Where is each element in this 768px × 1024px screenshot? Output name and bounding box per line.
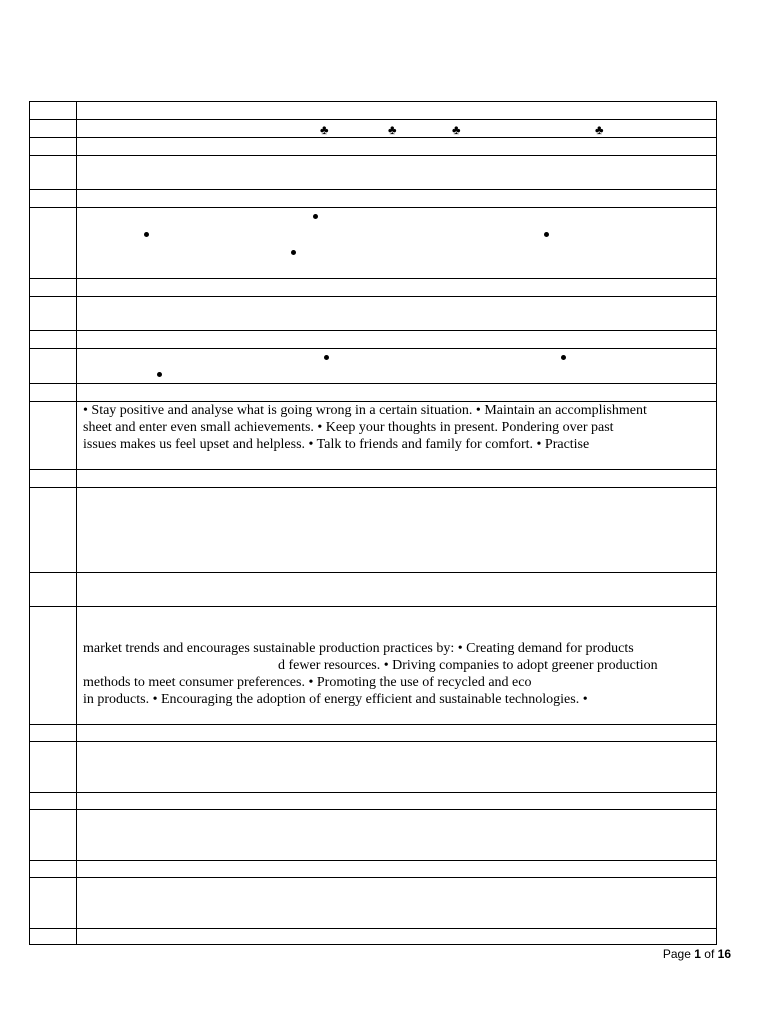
row-number-cell — [30, 878, 77, 929]
club-mark-icon: ♣ — [595, 122, 604, 137]
table-row — [30, 793, 717, 810]
row-number-cell — [30, 279, 77, 297]
answer-cell-stress-tips — [77, 402, 717, 470]
row-number-cell — [30, 725, 77, 742]
answer-text-line: issues makes us feel upset and helpless. • Talk to friends and family for comfort. • Practise — [83, 437, 590, 452]
content-cell — [77, 279, 717, 297]
content-cell — [77, 725, 717, 742]
table-row — [30, 742, 717, 793]
answer-cell-consumer-trends — [77, 607, 717, 725]
table-row — [30, 138, 717, 156]
table-row — [30, 349, 717, 384]
row-number-cell — [30, 929, 77, 945]
content-cell — [77, 878, 717, 929]
table-row — [30, 120, 717, 138]
answer-text-line: d fewer resources. • Driving companies to adopt greener production — [278, 658, 658, 673]
content-cell — [77, 102, 717, 120]
page-total-number: 16 — [717, 947, 731, 961]
row-number-cell — [30, 470, 77, 488]
table-row — [30, 573, 717, 607]
table-row — [30, 208, 717, 279]
table-row — [30, 878, 717, 929]
content-cell — [77, 861, 717, 878]
row-number-cell — [30, 402, 77, 470]
content-cell — [77, 384, 717, 402]
club-mark-icon: ♣ — [320, 122, 329, 137]
page-label: Page — [662, 947, 691, 961]
table-row — [30, 331, 717, 349]
row-number-cell — [30, 297, 77, 331]
content-cell — [77, 810, 717, 861]
page-footer — [663, 947, 731, 961]
row-number-cell — [30, 742, 77, 793]
table-row — [30, 810, 717, 861]
bullet-icon — [291, 250, 296, 255]
table-row — [30, 297, 717, 331]
club-mark-icon: ♣ — [452, 122, 461, 137]
table-row — [30, 384, 717, 402]
content-cell — [77, 138, 717, 156]
answer-text-line: • Stay positive and analyse what is going wrong in a certain situation. • Maintain an accomplishment — [83, 403, 647, 418]
content-cell — [77, 573, 717, 607]
row-number-cell — [30, 349, 77, 384]
page-current-number: 1 — [694, 947, 701, 961]
bullet-icon — [157, 372, 162, 377]
bullet-icon — [544, 232, 549, 237]
row-number-cell — [30, 102, 77, 120]
table-row — [30, 488, 717, 573]
row-number-cell — [30, 488, 77, 573]
table-row — [30, 402, 717, 470]
answer-text-line: methods to meet consumer preferences. • Promoting the use of recycled and eco — [83, 675, 532, 690]
row-number-cell — [30, 384, 77, 402]
table-row — [30, 725, 717, 742]
bullet-icon — [313, 214, 318, 219]
content-cell — [77, 120, 717, 138]
content-cell — [77, 793, 717, 810]
table-row — [30, 470, 717, 488]
content-cell — [77, 208, 717, 279]
row-number-cell — [30, 861, 77, 878]
content-cell — [77, 331, 717, 349]
row-number-cell — [30, 138, 77, 156]
row-number-cell — [30, 793, 77, 810]
answer-text-line: market trends and encourages sustainable production practices by: • Creating demand for products — [83, 641, 634, 656]
answer-text-line: in products. • Encouraging the adoption of energy efficient and sustainable technologies. • — [83, 692, 588, 707]
question-answer-table — [29, 101, 717, 945]
table-row — [30, 190, 717, 208]
page-of-label: of — [704, 947, 715, 961]
row-number-cell — [30, 208, 77, 279]
content-cell — [77, 349, 717, 384]
content-cell — [77, 488, 717, 573]
row-number-cell — [30, 190, 77, 208]
row-number-cell — [30, 810, 77, 861]
row-number-cell — [30, 607, 77, 725]
table-row — [30, 102, 717, 120]
row-number-cell — [30, 156, 77, 190]
table-row — [30, 929, 717, 945]
content-cell — [77, 190, 717, 208]
bullet-icon — [324, 355, 329, 360]
content-cell — [77, 297, 717, 331]
row-number-cell — [30, 331, 77, 349]
club-mark-icon: ♣ — [388, 122, 397, 137]
content-cell — [77, 742, 717, 793]
table-row — [30, 607, 717, 725]
content-cell — [77, 929, 717, 945]
content-cell — [77, 156, 717, 190]
row-number-cell — [30, 573, 77, 607]
row-number-cell — [30, 120, 77, 138]
answer-text-line: sheet and enter even small achievements. • Keep your thoughts in present. Pondering over past — [83, 420, 614, 435]
content-cell — [77, 470, 717, 488]
table-row — [30, 156, 717, 190]
table-row — [30, 861, 717, 878]
bullet-icon — [561, 355, 566, 360]
table-row — [30, 279, 717, 297]
bullet-icon — [144, 232, 149, 237]
